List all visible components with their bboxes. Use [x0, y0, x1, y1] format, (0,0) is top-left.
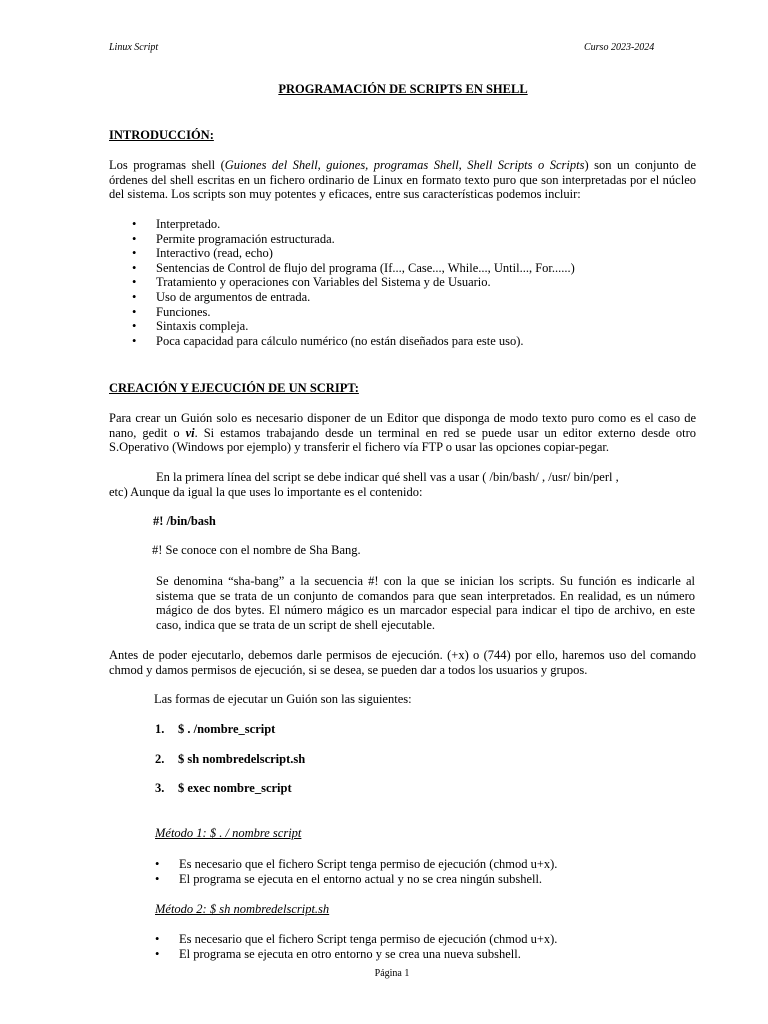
features-list [132, 217, 575, 348]
header-right: Curso 2023-2024 [584, 42, 655, 53]
method-number: 2. [155, 752, 165, 766]
shabang-description: Se denomina “sha-bang” a la secuencia #! con la que se inician los scripts. Su función es indicarle al sistema que se trata de un conjunto de comandos para que sean interpretados. En realidad, es un número mágico de dos bytes. El número mágico es un marcador especial para indicar el tipo de archivo, en este caso, indica que se trata de un script de shell ejecutable. [156, 574, 695, 632]
first-line-text-2: etc) Aunque da igual la que uses lo importante es el contenido: [109, 485, 423, 499]
method-command: $ sh nombredelscript.sh [178, 752, 306, 766]
shebang-line: #! /bin/bash [153, 514, 216, 528]
permissions-paragraph: Antes de poder ejecutarlo, debemos darle permisos de ejecución. (+x) o (744) por ello, haremos uso del comando chmod y damos permisos de ejecución, si se desea, se pueden dar a todos los usuarios y grupos. [109, 648, 696, 677]
list-item: • Interactivo (read, echo) [132, 246, 575, 261]
intro-heading: INTRODUCCIÓN: [109, 128, 214, 142]
header-left: Linux Script [109, 42, 159, 53]
shabang-note: #! Se conoce con el nombre de Sha Bang. [152, 543, 361, 557]
creation-paragraph [109, 411, 696, 455]
method2-title: Método 2: $ sh nombredelscript.sh [155, 902, 330, 916]
creation-heading: CREACIÓN Y EJECUCIÓN DE UN SCRIPT: [109, 381, 359, 395]
execution-forms-intro: Las formas de ejecutar un Guión son las siguientes: [154, 692, 412, 706]
list-item: • Es necesario que el fichero Script tenga permiso de ejecución (chmod u+x). [155, 857, 557, 872]
creation-text-start: Para crear un Guión solo es necesario disponer de un Editor que disponga de modo texto puro como es el caso de nano, gedit o [109, 411, 696, 440]
list-item: • Permite programación estructurada. [132, 232, 575, 247]
intro-text-start: Los programas shell ( [109, 158, 225, 172]
vi-emphasis: vi [185, 425, 195, 440]
list-item: • Sentencias de Control de flujo del programa (If..., Case..., While..., Until..., For......) [132, 261, 575, 276]
method-number: 3. [155, 781, 165, 795]
method-item-3 [155, 781, 292, 796]
list-item: • El programa se ejecuta en otro entorno y se crea una nueva subshell. [155, 947, 557, 962]
list-item: • Funciones. [132, 305, 575, 320]
list-item: • Tratamiento y operaciones con Variables del Sistema y de Usuario. [132, 275, 575, 290]
creation-text-end: . Si estamos trabajando desde un terminal en red se puede usar un editor externo desde otro S.Operativo (Windows por ejemplo) y transferir el fichero vía FTP o usar las opciones copiar-pegar. [109, 425, 696, 455]
page-number: Página 1 [374, 968, 410, 979]
method-number: 1. [155, 722, 165, 736]
method-command: $ exec nombre_script [178, 781, 292, 795]
document-title: PROGRAMACIÓN DE SCRIPTS EN SHELL [278, 82, 528, 96]
method1-bullets [155, 857, 557, 886]
method1-title: Método 1: $ . / nombre script [155, 826, 302, 840]
list-item: • Es necesario que el fichero Script tenga permiso de ejecución (chmod u+x). [155, 932, 557, 947]
intro-paragraph [109, 158, 696, 202]
list-item: • El programa se ejecuta en el entorno actual y no se crea ningún subshell. [155, 872, 557, 887]
first-line-text-1: En la primera línea del script se debe indicar qué shell vas a usar ( /bin/bash/ , /usr/ bin/perl , [156, 470, 619, 484]
method-item-1 [155, 722, 275, 737]
list-item: • Poca capacidad para cálculo numérico (no están diseñados para este uso). [132, 334, 575, 349]
method-item-2 [155, 752, 305, 767]
method-command: $ . /nombre_script [178, 722, 276, 736]
intro-text-italic: Guiones del Shell, guiones, programas Shell, Shell Scripts o Scripts [224, 158, 585, 172]
intro-text-end: ) son un conjunto de órdenes del shell escritas en un fichero ordinario de Linux en formato texto puro que son interpretadas por el núcleo del sistema. Los scripts son muy potentes y eficaces, entre sus características podemos incluir: [109, 158, 697, 202]
list-item: • Interpretado. [132, 217, 575, 232]
method2-bullets [155, 932, 557, 961]
list-item: • Uso de argumentos de entrada. [132, 290, 575, 305]
list-item: • Sintaxis compleja. [132, 319, 575, 334]
